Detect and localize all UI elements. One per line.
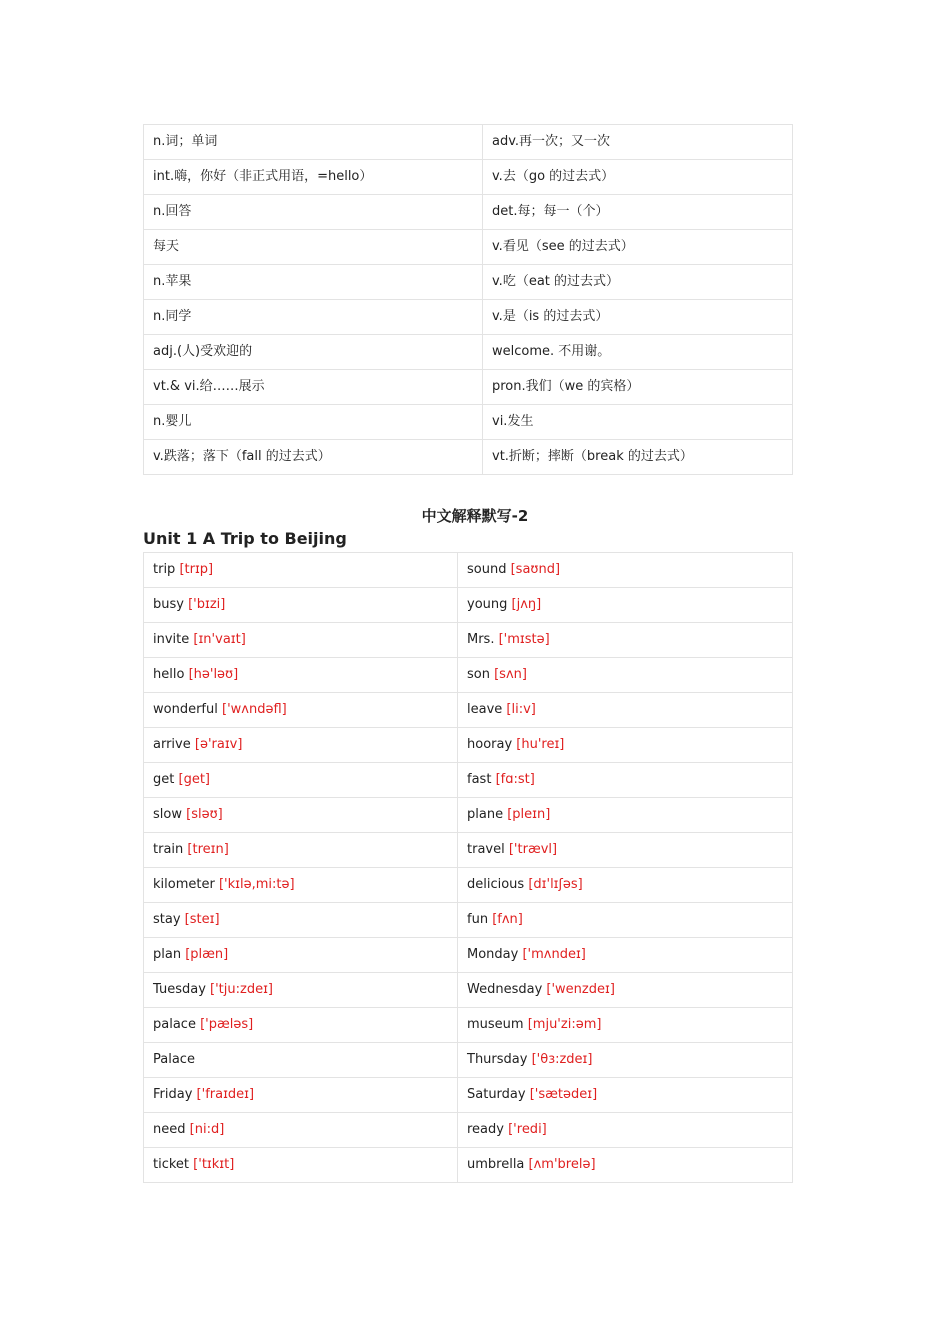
vocab-word: leave [467, 702, 503, 717]
vocab-word: fast [467, 772, 492, 787]
definition-cell: v.跌落；落下（fall 的过去式） [144, 440, 483, 475]
definition-cell: v.是（is 的过去式） [483, 300, 793, 335]
vocab-cell [144, 728, 458, 763]
table-row [144, 1148, 793, 1183]
vocab-cell [144, 973, 458, 1008]
vocab-phonetic: [ɪn'vaɪt] [193, 632, 246, 647]
vocab-cell [144, 798, 458, 833]
vocab-word: hooray [467, 737, 513, 752]
table-row [144, 553, 793, 588]
definition-cell: adj.(人)受欢迎的 [144, 335, 483, 370]
vocab-cell [458, 1113, 793, 1148]
vocab-cell [144, 903, 458, 938]
vocab-word: plan [153, 947, 182, 962]
vocab-phonetic: [mju'zi:əm] [527, 1017, 602, 1032]
table-row [144, 1078, 793, 1113]
table-row [144, 230, 793, 265]
table-row [144, 160, 793, 195]
vocab-word: arrive [153, 737, 191, 752]
vocab-cell [458, 833, 793, 868]
vocab-phonetic: [hə'ləʊ] [188, 667, 239, 682]
vocab-word: fun [467, 912, 489, 927]
table-row [144, 195, 793, 230]
vocab-cell [144, 693, 458, 728]
vocab-cell [144, 1113, 458, 1148]
definition-cell: v.看见（see 的过去式） [483, 230, 793, 265]
table-row [144, 798, 793, 833]
vocab-word: hello [153, 667, 185, 682]
vocab-word: travel [467, 842, 505, 857]
vocab-word: Wednesday [467, 982, 543, 997]
section-title: 中文解释默写-2 [421, 507, 529, 525]
vocab-phonetic: ['tɪkɪt] [193, 1157, 235, 1172]
table-row [144, 938, 793, 973]
vocab-cell [144, 1008, 458, 1043]
vocab-phonetic: [li:v] [506, 702, 536, 717]
definition-cell: vt.折断；摔断（break 的过去式） [483, 440, 793, 475]
vocab-phonetic: [ə'raɪv] [194, 737, 243, 752]
table-row [144, 868, 793, 903]
vocab-cell [144, 938, 458, 973]
vocab-word: ready [467, 1122, 504, 1137]
vocab-phonetic: [fʌn] [492, 912, 523, 927]
vocab-phonetic: [hu'reɪ] [516, 737, 565, 752]
vocab-cell [458, 1008, 793, 1043]
table-row [144, 1043, 793, 1078]
vocab-word: Palace [153, 1052, 195, 1067]
vocab-cell [458, 1148, 793, 1183]
definition-cell: n.婴儿 [144, 405, 483, 440]
vocab-word: sound [467, 562, 507, 577]
definition-cell: vt.& vi.给……展示 [144, 370, 483, 405]
table-row [144, 623, 793, 658]
vocab-phonetic: [treɪn] [187, 842, 229, 857]
vocab-phonetic: ['trævl] [508, 842, 558, 857]
vocab-word: Monday [467, 947, 519, 962]
vocab-word: wonderful [153, 702, 218, 717]
table-row [144, 125, 793, 160]
vocab-phonetic: [plæn] [185, 947, 229, 962]
vocab-cell [144, 868, 458, 903]
vocab-phonetic: [ʌm'brelə] [528, 1157, 596, 1172]
vocab-cell [144, 623, 458, 658]
table-row [144, 763, 793, 798]
table-row [144, 440, 793, 475]
vocab-word: Thursday [467, 1052, 528, 1067]
vocab-cell [458, 658, 793, 693]
table-row [144, 833, 793, 868]
vocab-word: ticket [153, 1157, 190, 1172]
vocab-cell [144, 1043, 458, 1078]
definition-cell: vi.发生 [483, 405, 793, 440]
definition-cell: 每天 [144, 230, 483, 265]
vocab-phonetic: ['sætədeɪ] [529, 1087, 598, 1102]
vocab-phonetic: [dɪ'lɪʃəs] [528, 877, 583, 892]
vocab-word: invite [153, 632, 190, 647]
table-row [144, 588, 793, 623]
vocab-word: young [467, 597, 508, 612]
vocab-word: umbrella [467, 1157, 525, 1172]
vocab-word: plane [467, 807, 504, 822]
vocab-phonetic: [trɪp] [179, 562, 214, 577]
definition-cell: welcome. 不用谢。 [483, 335, 793, 370]
vocab-phonetic: [jʌŋ] [511, 597, 542, 612]
vocab-word: Saturday [467, 1087, 526, 1102]
table-row [144, 903, 793, 938]
vocab-phonetic: ['bɪzi] [188, 597, 226, 612]
vocab-phonetic: ['mɪstə] [498, 632, 550, 647]
definition-cell: n.词；单词 [144, 125, 483, 160]
vocab-word: kilometer [153, 877, 215, 892]
vocab-word: son [467, 667, 490, 682]
vocab-cell [458, 868, 793, 903]
vocab-phonetic: ['θɜ:zdeɪ] [531, 1052, 593, 1067]
table-row [144, 973, 793, 1008]
vocab-phonetic: ['wʌndəfl] [222, 702, 287, 717]
vocab-word: need [153, 1122, 186, 1137]
definition-cell: n.回答 [144, 195, 483, 230]
vocab-word: Friday [153, 1087, 193, 1102]
vocab-cell [458, 903, 793, 938]
vocab-cell [458, 728, 793, 763]
vocab-cell [458, 798, 793, 833]
vocab-cell [458, 1043, 793, 1078]
table-row [144, 370, 793, 405]
table-row [144, 728, 793, 763]
vocab-phonetic: ['kɪlə,mi:tə] [218, 877, 295, 892]
vocab-cell [458, 763, 793, 798]
vocab-word: trip [153, 562, 176, 577]
vocab-word: Mrs. [467, 632, 495, 647]
vocabulary-table [143, 552, 793, 1183]
vocab-cell [458, 973, 793, 1008]
vocab-phonetic: ['pæləs] [200, 1017, 254, 1032]
table-row [144, 300, 793, 335]
vocab-phonetic: ['redi] [508, 1122, 547, 1137]
vocab-cell [144, 833, 458, 868]
vocab-cell [458, 588, 793, 623]
definition-cell: v.去（go 的过去式） [483, 160, 793, 195]
vocab-cell [458, 1078, 793, 1113]
table-row [144, 335, 793, 370]
definition-cell: det.每；每一（个） [483, 195, 793, 230]
vocab-phonetic: [sʌn] [494, 667, 527, 682]
vocab-word: slow [153, 807, 182, 822]
table-row [144, 693, 793, 728]
vocab-word: delicious [467, 877, 525, 892]
table-row [144, 1008, 793, 1043]
vocab-cell [144, 1078, 458, 1113]
vocab-phonetic: ['tju:zdeɪ] [210, 982, 273, 997]
vocab-phonetic: [ni:d] [189, 1122, 225, 1137]
vocab-cell [144, 1148, 458, 1183]
table-row [144, 1113, 793, 1148]
vocab-cell [458, 553, 793, 588]
vocab-phonetic: [pleɪn] [507, 807, 551, 822]
definition-cell: v.吃（eat 的过去式） [483, 265, 793, 300]
vocab-cell [144, 658, 458, 693]
vocab-word: get [153, 772, 175, 787]
vocab-phonetic: ['fraɪdeɪ] [196, 1087, 255, 1102]
vocab-phonetic: ['wenzdeɪ] [546, 982, 615, 997]
vocab-word: museum [467, 1017, 524, 1032]
vocab-phonetic: ['mʌndeɪ] [522, 947, 586, 962]
vocab-cell [144, 553, 458, 588]
vocab-phonetic: [steɪ] [184, 912, 220, 927]
definition-cell: n.同学 [144, 300, 483, 335]
definition-cell: adv.再一次；又一次 [483, 125, 793, 160]
vocab-word: palace [153, 1017, 196, 1032]
definition-cell: int.嗨，你好（非正式用语，=hello） [144, 160, 483, 195]
vocab-phonetic: [saʊnd] [510, 562, 561, 577]
vocab-cell [144, 588, 458, 623]
vocab-phonetic: [sləʊ] [186, 807, 223, 822]
vocab-cell [144, 763, 458, 798]
vocab-word: stay [153, 912, 181, 927]
vocab-phonetic: [get] [178, 772, 210, 787]
unit-title: Unit 1 A Trip to Beijing [143, 529, 347, 548]
table-row [144, 265, 793, 300]
table-row [144, 405, 793, 440]
vocab-word: train [153, 842, 184, 857]
definition-cell: pron.我们（we 的宾格） [483, 370, 793, 405]
vocab-cell [458, 623, 793, 658]
definition-cell: n.苹果 [144, 265, 483, 300]
vocab-cell [458, 938, 793, 973]
vocab-cell [458, 693, 793, 728]
vocab-phonetic: [fɑ:st] [495, 772, 535, 787]
table-row [144, 658, 793, 693]
vocab-word: busy [153, 597, 184, 612]
definitions-table [143, 124, 793, 475]
vocab-word: Tuesday [153, 982, 206, 997]
